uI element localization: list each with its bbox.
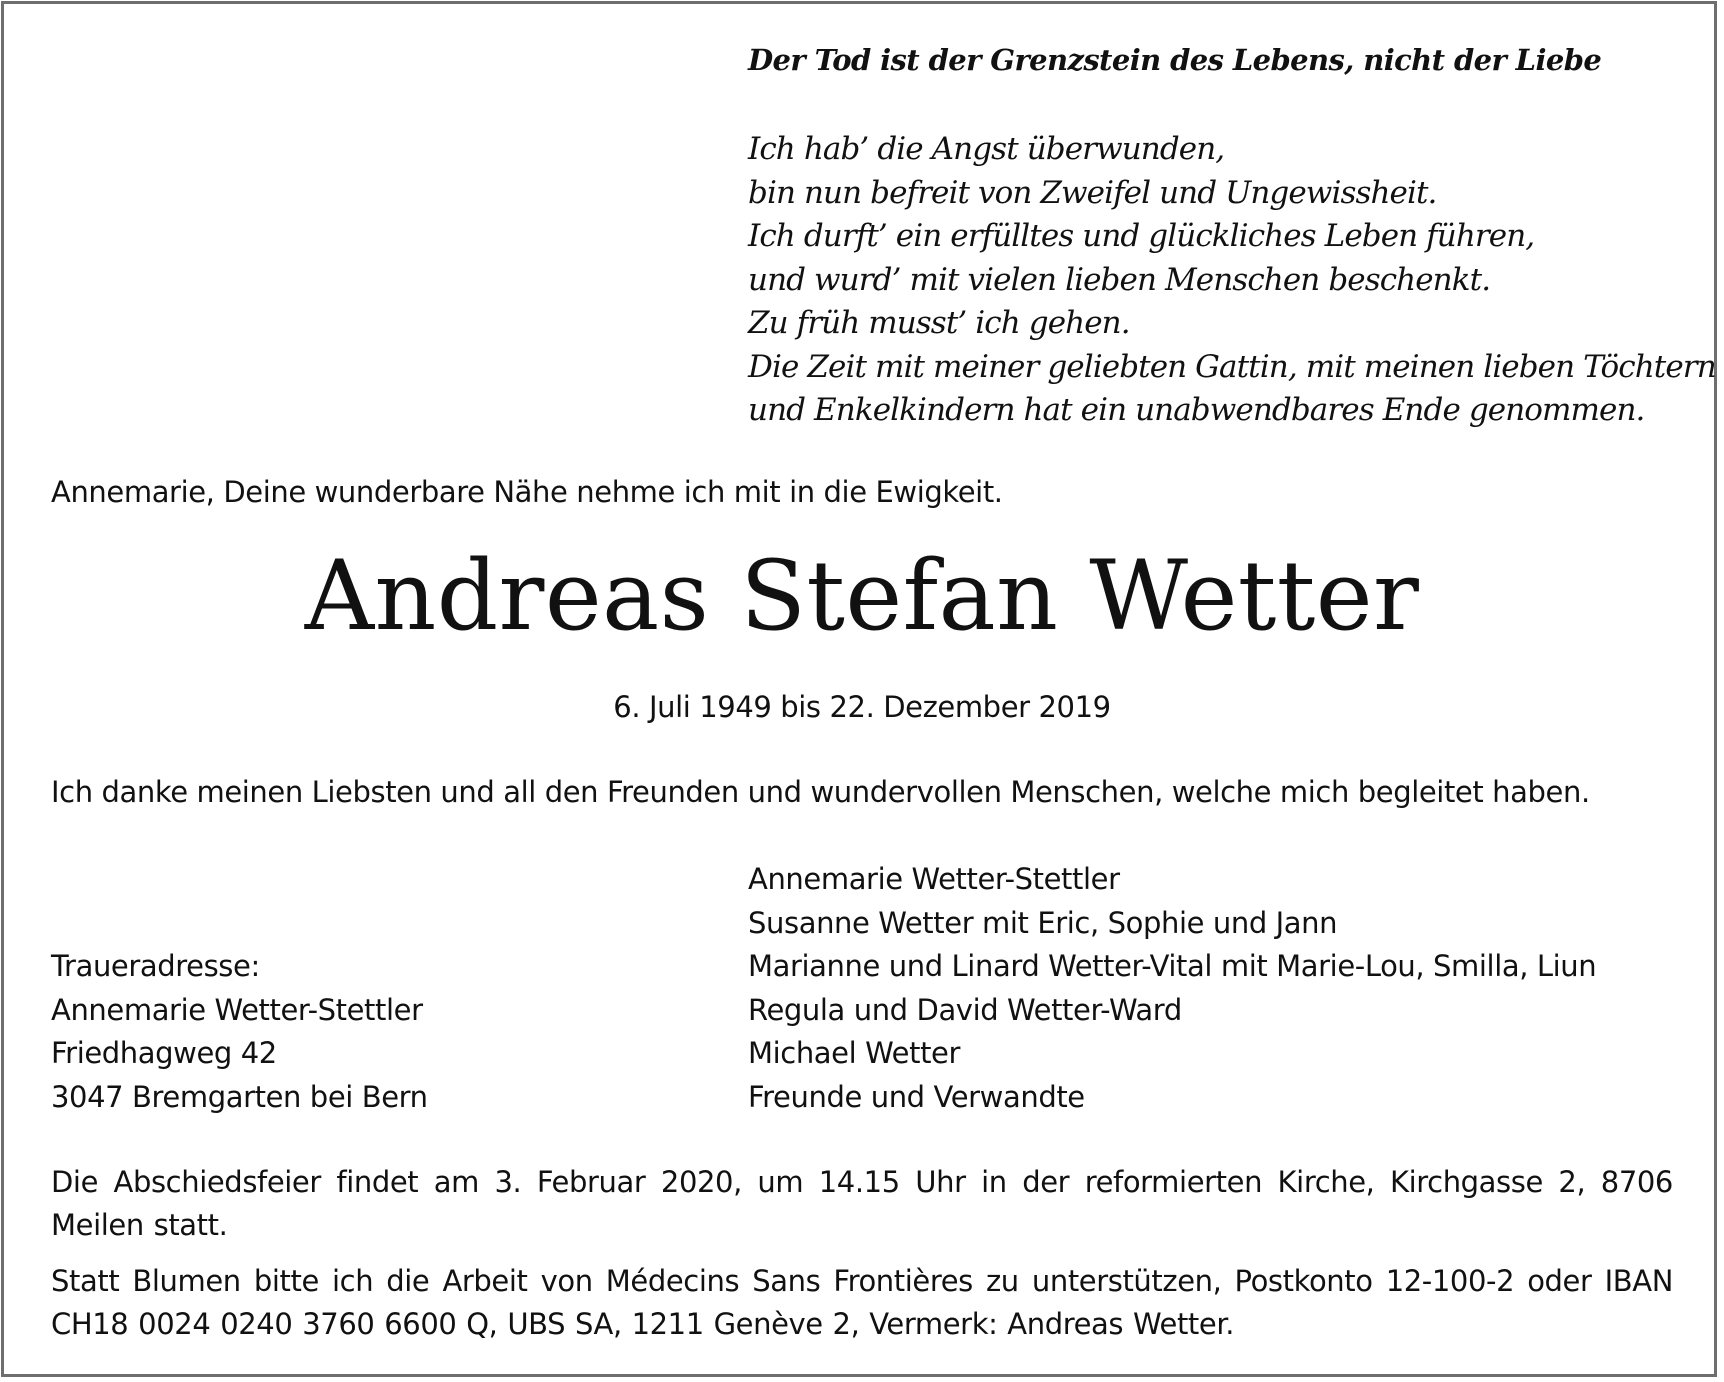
mourner-entry: Michael Wetter	[748, 1036, 961, 1070]
mourners-list	[748, 858, 1596, 1119]
address-line: 3047 Bremgarten bei Bern	[51, 1079, 428, 1114]
address-line: Annemarie Wetter-Stettler	[51, 992, 423, 1027]
ceremony-paragraph: Die Abschiedsfeier findet am 3. Februar 2020, um 14.15 Uhr in der reformierten Kirche, Kirchgasse 2, 8706 Meilen statt.	[51, 1165, 1673, 1242]
deceased-name: Andreas Stefan Wetter	[304, 540, 1420, 652]
dedication: Annemarie, Deine wunderbare Nähe nehme ich mit in die Ewigkeit.	[51, 475, 1003, 509]
mourner-entry: Marianne und Linard Wetter-Vital mit Marie-Lou, Smilla, Liun	[748, 949, 1597, 983]
poem-line: und wurd’ mit vielen lieben Menschen beschenkt.	[748, 261, 1491, 298]
poem-line: Die Zeit mit meiner geliebten Gattin, mit meinen lieben Töchtern	[748, 348, 1716, 385]
mourner-entry: Susanne Wetter mit Eric, Sophie und Jann	[748, 905, 1338, 940]
poem-line: Zu früh musst’ ich gehen.	[748, 305, 1130, 341]
mourner-entry: Regula und David Wetter-Ward	[748, 992, 1182, 1027]
poem	[748, 128, 1716, 433]
poem-line: Ich durft’ ein erfülltes und glückliches Leben führen,	[748, 218, 1535, 254]
donation-paragraph: Statt Blumen bitte ich die Arbeit von Médecins Sans Frontières zu unterstützen, Postkonto 12-100-2 oder IBAN CH18 0024 0240 3760 6600 Q, UBS SA, 1211 Genève 2, Vermerk: Andreas Wetter.	[51, 1264, 1673, 1341]
poem-line: und Enkelkindern hat ein unabwendbares Ende genommen.	[748, 392, 1645, 428]
address-heading: Traueradresse:	[51, 949, 260, 983]
mourning-address	[51, 945, 428, 1119]
mourner-entry: Freunde und Verwandte	[748, 1079, 1085, 1114]
mourner-entry: Annemarie Wetter-Stettler	[748, 862, 1120, 896]
poem-line: bin nun befreit von Zweifel und Ungewissheit.	[748, 174, 1437, 211]
motto-heading: Der Tod ist der Grenzstein des Lebens, nicht der Liebe	[748, 43, 1602, 77]
address-line: Friedhagweg 42	[51, 1036, 277, 1070]
life-dates: 6. Juli 1949 bis 22. Dezember 2019	[613, 690, 1111, 724]
poem-line: Ich hab’ die Angst überwunden,	[748, 131, 1225, 167]
thanks-line: Ich danke meinen Liebsten und all den Freunden und wundervollen Menschen, welche mich begleitet haben.	[51, 775, 1590, 809]
